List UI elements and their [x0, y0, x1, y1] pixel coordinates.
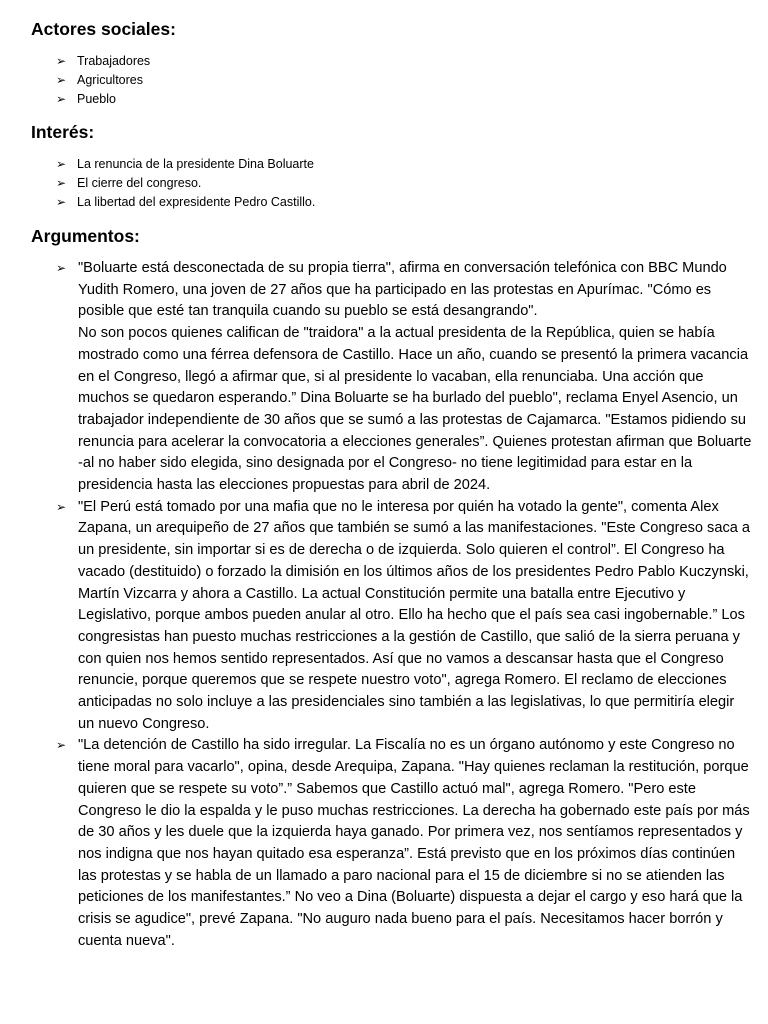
arrow-bullet-icon: ➢ — [56, 92, 67, 106]
list-item-text: La renuncia de la presidente Dina Boluarte — [77, 157, 314, 171]
list-item — [56, 90, 150, 109]
arrow-bullet-icon: ➢ — [56, 157, 67, 171]
heading-argumentos: Argumentos: — [31, 226, 140, 246]
list-item-text: Pueblo — [77, 92, 116, 106]
arrow-bullet-icon: ➢ — [56, 738, 67, 753]
arrow-bullet-icon: ➢ — [56, 261, 67, 275]
list-item — [56, 155, 315, 174]
list-item-text: El cierre del congreso. — [77, 176, 202, 190]
argument-item — [56, 258, 754, 497]
arrow-bullet-icon: ➢ — [56, 54, 67, 68]
arrow-bullet-icon: ➢ — [56, 176, 67, 190]
arrow-bullet-icon: ➢ — [56, 195, 67, 209]
list-interes — [56, 155, 315, 212]
list-argumentos — [56, 258, 754, 953]
list-item — [56, 174, 315, 193]
arrow-bullet-icon: ➢ — [56, 73, 67, 87]
argument-paragraph: "Boluarte está desconectada de su propia tierra", afirma en conversación telefónica con BBC Mundo Yudith Romero, una joven de 27 años que ha participado en las protestas en Apurímac. "Cómo es posible que esté tan tranquila cuando su pueblo se está desangrando". — [78, 260, 727, 320]
argument-item — [56, 497, 754, 736]
argument-item — [56, 735, 754, 952]
list-item-text: Trabajadores — [77, 54, 151, 68]
argument-paragraph: "La detención de Castillo ha sido irregular. La Fiscalía no es un órgano autónomo y este Congreso no tiene moral para vacarlo", opina, desde Arequipa, Zapana. "Hay quienes reclaman la restitución, porque quieren que se respete su voto”.” Sabemos que Castillo actuó mal", agrega Romero. "Pero este Congreso le dio la espalda y le puso muchas restricciones. La derecha ha gobernado este país por más de 30 años y les duele que la izquierda haya ganado. Por primera vez, nos sentíamos representados y nos indigna que nos hayan quitado esa esperanza”. Está previsto que en los próximos días continúen las protestas y se habla de un llamado a paro nacional para el 15 de diciembre si no se atienden las peticiones de los manifestantes.” No veo a Dina (Boluarte) dispuesta a dejar el cargo y eso hará que la crisis se agudice", prevé Zapana. "No auguro nada bueno para el país. Necesitamos hacer borrón y cuenta nueva". — [78, 737, 750, 949]
heading-actores-sociales: Actores sociales: — [31, 19, 176, 39]
list-item — [56, 52, 150, 71]
list-item-text: La libertad del expresidente Pedro Castillo. — [77, 195, 316, 209]
list-actores-sociales — [56, 52, 150, 109]
heading-interes: Interés: — [31, 122, 95, 142]
argument-paragraph: "El Perú está tomado por una mafia que no le interesa por quién ha votado la gente", comenta Alex Zapana, un arequipeño de 27 años que también se sumó a las manifestaciones. "Este Congreso saca a un presidente, sin importar si es de derecha o de izquierda. Solo quieren el control”. El Congreso ha vacado (destituido) o forzado la dimisión en los últimos años de los presidentes Pedro Pablo Kuczynski, Martín Vizcarra y ahora a Castillo. La actual Constitución permite una batalla entre Ejecutivo y Legislativo, porque ambos pueden anular al otro. Ello ha hecho que el país sea casi ingobernable.” Los congresistas han puesto muchas restricciones a la gestión de Castillo, que salió de la sierra peruana y con quien nos hemos sentido representados. Así que no vamos a descansar hasta que el Congreso renuncie, porque queremos que se respete nuestro voto", agrega Romero. El reclamo de elecciones anticipadas no solo incluye a las presidenciales sino también a las legislativas, lo que permitiría elegir un nuevo Congreso. — [78, 498, 751, 732]
list-item — [56, 71, 150, 90]
argument-paragraph: No son pocos quienes califican de "traidora" a la actual presidenta de la República, quien se había mostrado como una férrea defensora de Castillo. Hace un año, cuando se presentó la primera vacancia en el Congreso, llegó a afirmar que, si al presidente lo vacaban, ella renunciaba. Una acción que muchos se quedaron esperando.” Dina Boluarte se ha burlado del pueblo", reclama Enyel Asencio, un trabajador independiente de 30 años que se sumó a las protestas de Cajamarca. "Estamos pidiendo su renuncia para acelerar la convocatoria a elecciones generales”. Quienes protestan afirman que Boluarte -al no haber sido elegida, sino designada por el Congreso- no tiene legitimidad para estar en la presidencia hasta las elecciones propuestas para abril de 2024. — [78, 325, 752, 494]
list-item-text: Agricultores — [77, 73, 143, 87]
list-item — [56, 193, 315, 212]
arrow-bullet-icon: ➢ — [56, 499, 67, 514]
